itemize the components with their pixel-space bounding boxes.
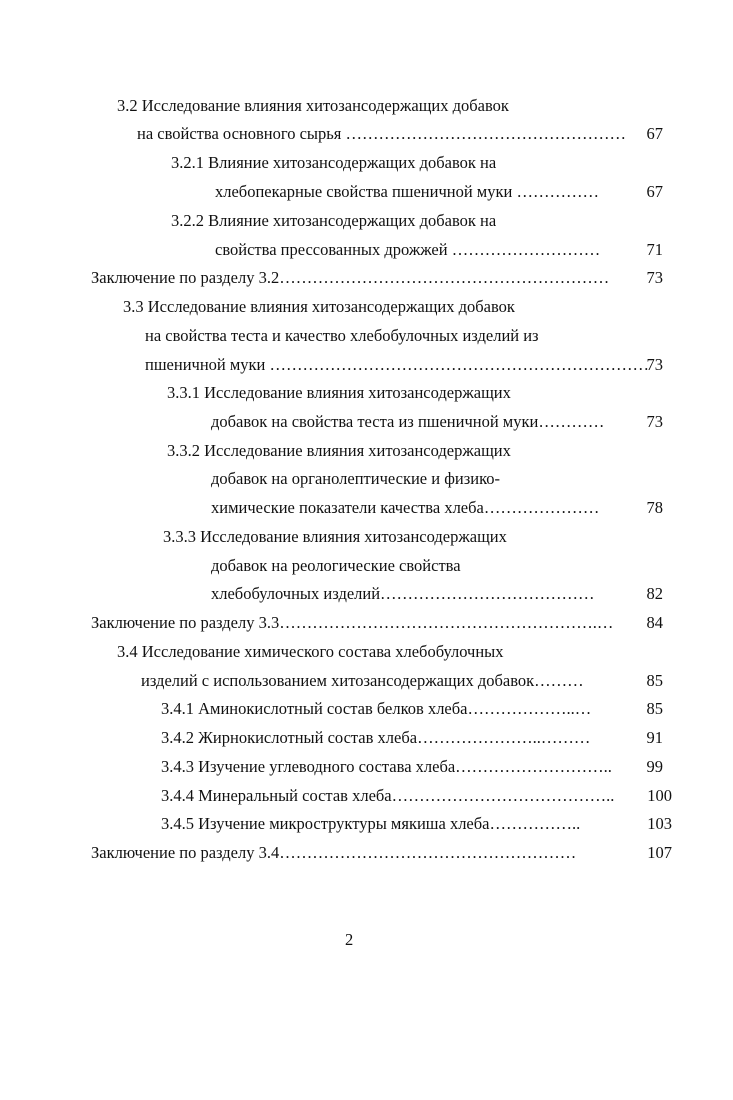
toc-3-4-5: 3.4.5 Изучение микроструктуры мякиша хлеба……………..: [161, 814, 581, 833]
toc-3-3-3-line3: хлебобулочных изделий…………………………………: [211, 584, 595, 603]
toc-page-number: 82: [646, 584, 663, 603]
toc-3-3-title-line3: пшеничной муки ……………………………………………………………: [145, 355, 650, 374]
toc-page-number: 107: [647, 843, 672, 862]
toc-3-2-2-line2: свойства прессованных дрожжей ………………………: [215, 240, 601, 259]
toc-3-4-2: 3.4.2 Жирнокислотный состав хлеба…………………..………: [161, 728, 591, 747]
toc-3-3-2-line3: химические показатели качества хлеба…………………: [211, 498, 600, 517]
toc-page-number: 85: [646, 699, 663, 718]
toc-3-2-1-line1: 3.2.1 Влияние хитозансодержащих добавок на: [171, 153, 497, 172]
toc-3-3-1-line1: 3.3.1 Исследование влияния хитозансодержащих: [167, 383, 511, 402]
footer-page-number: 2: [345, 930, 354, 949]
toc-3-3-3-line1: 3.3.3 Исследование влияния хитозансодержащих: [163, 527, 507, 546]
toc-3-4-title-line2: изделий с использованием хитозансодержащих добавок………: [141, 671, 584, 690]
toc-3-3-2-line2: добавок на органолептические и физико-: [211, 469, 500, 488]
toc-3-4-title-line1: 3.4 Исследование химического состава хлебобулочных: [117, 642, 504, 661]
toc-3-3-1-line2: добавок на свойства теста из пшеничной муки…………: [211, 412, 605, 431]
toc-conclusion-3-2: Заключение по разделу 3.2……………………………………………………: [91, 268, 610, 287]
toc-page-number: 73: [646, 412, 663, 431]
toc-3-2-1-line2: хлебопекарные свойства пшеничной муки ……………: [215, 182, 599, 201]
toc-3-2-title-line1: 3.2 Исследование влияния хитозансодержащих добавок: [117, 96, 509, 115]
toc-page-number: 99: [646, 757, 663, 776]
toc-3-4-4: 3.4.4 Минеральный состав хлеба…………………………………..: [161, 786, 615, 805]
toc-page-number: 84: [646, 613, 663, 632]
toc-3-3-3-line2: добавок на реологические свойства: [211, 556, 461, 575]
toc-3-2-2-line1: 3.2.2 Влияние хитозансодержащих добавок на: [171, 211, 497, 230]
toc-conclusion-3-4: Заключение по разделу 3.4………………………………………………: [91, 843, 577, 862]
toc-3-3-title-line1: 3.3 Исследование влияния хитозансодержащих добавок: [123, 297, 515, 316]
toc-page-number: 91: [646, 728, 663, 747]
toc-page-number: 73: [646, 268, 663, 287]
toc-page-number: 73: [646, 355, 663, 374]
toc-page-number: 100: [647, 786, 672, 805]
toc-3-3-title-line2: на свойства теста и качество хлебобулочных изделий из: [145, 326, 539, 345]
toc-page-number: 67: [646, 124, 663, 143]
toc-3-3-2-line1: 3.3.2 Исследование влияния хитозансодержащих: [167, 441, 511, 460]
toc-3-2-title-line2: на свойства основного сырья ……………………………………………: [137, 124, 626, 143]
toc-page-number: 103: [647, 814, 672, 833]
toc-conclusion-3-3: Заключение по разделу 3.3………………………………………………….…: [91, 613, 614, 632]
toc-page-number: 67: [646, 182, 663, 201]
toc-page-number: 85: [646, 671, 663, 690]
toc-3-4-3: 3.4.3 Изучение углеводного состава хлеба………………………..: [161, 757, 612, 776]
toc-page-number: 78: [646, 498, 663, 517]
toc-3-4-1: 3.4.1 Аминокислотный состав белков хлеба………………..…: [161, 699, 592, 718]
toc-page-number: 71: [646, 240, 663, 259]
